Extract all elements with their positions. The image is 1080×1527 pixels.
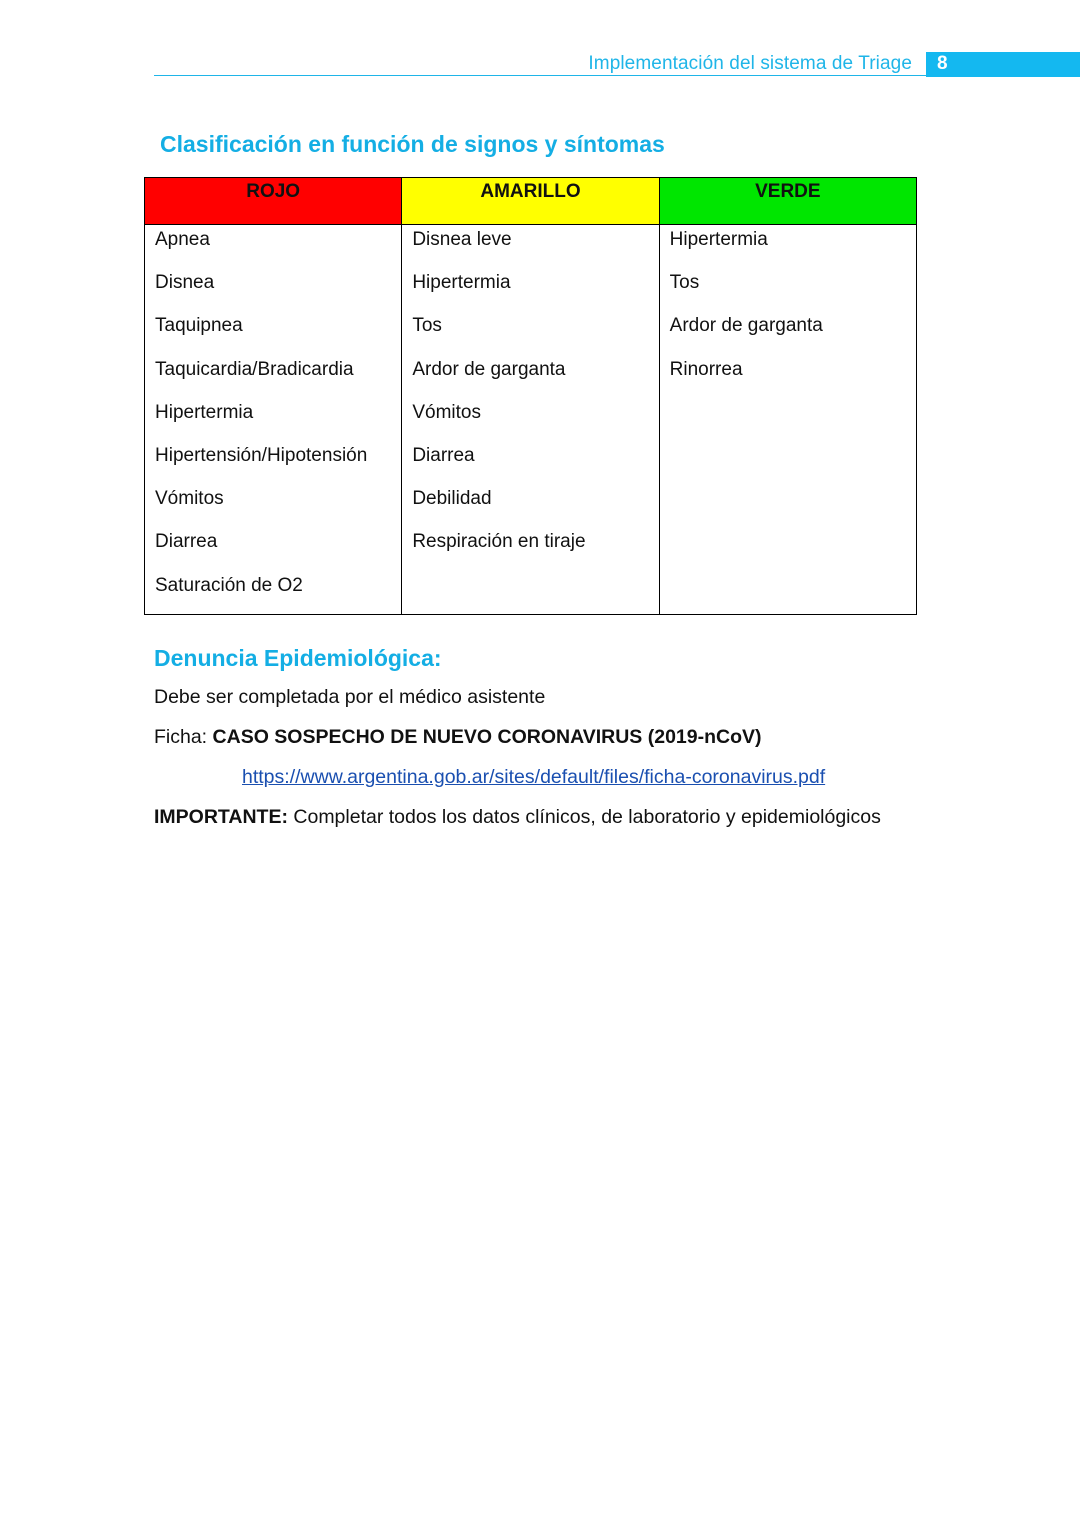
symptom-item: Ardor de garganta <box>669 315 823 337</box>
symptom-item: Taquipnea <box>155 315 243 337</box>
header-amarillo: AMARILLO <box>402 178 659 225</box>
symptom-item: Diarrea <box>412 444 475 466</box>
symptom-item: Vómitos <box>412 401 481 423</box>
section-title-classification: Clasificación en función de signos y síntomas <box>160 131 665 157</box>
symptom-item: Rinorrea <box>669 358 743 380</box>
symptom-item: Disnea leve <box>412 229 512 250</box>
paragraph-important <box>154 806 881 829</box>
paragraph-medico: Debe ser completada por el médico asistente <box>154 686 546 708</box>
symptom-item: Respiración en tiraje <box>412 531 586 553</box>
column-amarillo <box>402 225 659 615</box>
important-text: Completar todos los datos clínicos, de laboratorio y epidemiológicos <box>287 806 881 828</box>
column-verde <box>659 225 916 615</box>
page-number: 8 <box>937 53 948 74</box>
symptom-item: Debilidad <box>412 488 492 510</box>
ficha-label: Ficha: <box>154 726 213 748</box>
page-number-box <box>926 52 1080 77</box>
symptom-item: Taquicardia/Bradicardia <box>155 358 354 380</box>
symptom-item: Hipertermia <box>155 401 254 423</box>
ficha-value: CASO SOSPECHO DE NUEVO CORONAVIRUS (2019-nCoV) <box>212 726 762 748</box>
symptom-item: Diarrea <box>155 531 218 553</box>
symptom-item: Hipertensión/Hipotensión <box>155 444 368 466</box>
symptom-item: Apnea <box>155 229 210 250</box>
header-verde: VERDE <box>659 178 916 225</box>
symptom-item: Tos <box>669 272 700 294</box>
running-title: Implementación del sistema de Triage <box>588 53 912 74</box>
section-title-denuncia: Denuncia Epidemiológica: <box>154 645 442 671</box>
ficha-link[interactable]: https://www.argentina.gob.ar/sites/default/files/ficha-coronavirus.pdf <box>242 766 826 788</box>
symptom-item: Hipertermia <box>669 229 768 250</box>
symptom-item: Vómitos <box>155 488 224 510</box>
triage-table <box>144 177 917 615</box>
paragraph-link <box>242 766 825 789</box>
symptom-item: Saturación de O2 <box>155 574 303 596</box>
symptom-item: Ardor de garganta <box>412 358 566 380</box>
header-rojo: ROJO <box>145 178 402 225</box>
important-label: IMPORTANTE: <box>154 806 288 828</box>
symptom-item: Disnea <box>155 272 215 294</box>
column-rojo <box>145 225 402 615</box>
symptom-item: Tos <box>412 315 442 337</box>
header-rule <box>154 75 926 76</box>
paragraph-ficha <box>154 726 762 749</box>
symptom-item: Hipertermia <box>412 272 511 294</box>
